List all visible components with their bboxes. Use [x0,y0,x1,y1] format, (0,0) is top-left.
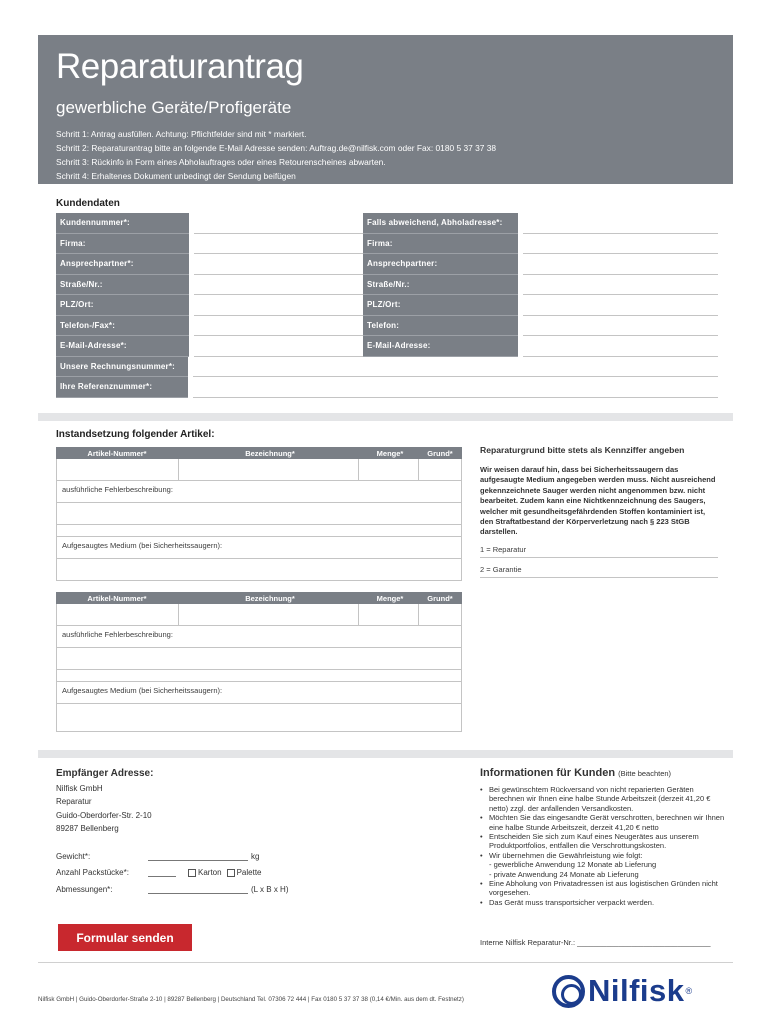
packstuecke-label: Anzahl Packstücke*: [56,868,129,877]
label-abholadresse: Falls abweichend, Abholadresse*: [363,213,518,234]
karton-label: Karton [198,868,222,877]
input-email[interactable] [194,336,363,357]
artikel-header [56,592,462,604]
label-firma-abholung: Firma: [363,234,518,255]
empfaenger-line: Nilfisk GmbH [56,783,103,793]
input-ansprechpartner[interactable] [194,254,363,275]
formular-senden-button[interactable]: Formular senden [58,924,192,951]
page-title: Reparaturantrag [56,47,304,86]
label-referenznummer: Ihre Referenznummer*: [56,377,188,398]
step-2: Schritt 2: Reparaturantrag bitte an folgende E-Mail Adresse senden: Auftrag.de@nilfisk.com oder Fax: 0180 5 37 37 38 [56,143,497,153]
kd-row [56,295,718,316]
info-subitem: - gewerbliche Anwendung 12 Monate ab Lieferung [489,860,657,870]
gewicht-label: Gewicht*: [56,852,91,861]
kd-row [56,275,718,296]
input-telefon-abholung[interactable] [523,316,718,337]
input-artikel-nummer[interactable] [56,604,178,626]
info-note: (Bitte beachten) [618,769,672,778]
medium-label: Aufgesaugtes Medium (bei Sicherheitssaugern): [56,537,462,559]
label-ansprechpartner: Ansprechpartner*: [56,254,189,275]
medium-input[interactable] [56,704,462,732]
input-plz-ort-abholung[interactable] [523,295,718,316]
empfaenger-line: Guido-Oberdorfer-Str. 2-10 [56,810,152,820]
input-plz-ort[interactable] [194,295,363,316]
info-subitem: - private Anwendung 24 Monate ab Lieferung [489,869,639,879]
step-3: Schritt 3: Rückinfo in Form eines Abholauftrages oder eines Retourenscheines abwarten. [56,157,386,167]
label-strasse: Straße/Nr.: [56,275,189,296]
col-grund: Grund* [427,448,453,458]
kd-row [56,316,718,337]
label-telefon-abholung: Telefon: [363,316,518,337]
kundendaten-title: Kundendaten [56,198,120,209]
abmessungen-input[interactable] [148,885,248,894]
label-email: E-Mail-Adresse*: [56,336,189,357]
col-artikel-nummer: Artikel-Nummer* [87,593,147,603]
input-email-abholung[interactable] [523,336,718,357]
col-bezeichnung: Bezeichnung* [245,593,295,603]
nilfisk-logo [552,973,692,1009]
page-subtitle: gewerbliche Geräte/Profigeräte [56,98,292,117]
col-artikel-nummer: Artikel-Nummer* [87,448,147,458]
info-list [480,785,728,907]
kd-row [56,357,718,378]
logo-text: Nilfisk [588,973,685,1008]
info-item: • Wir übernehmen die Gewährleistung wie folgt: [480,851,728,860]
fehlerbeschreibung-label: ausführliche Fehlerbeschreibung: [56,481,462,503]
kd-row [56,254,718,275]
kd-row [56,377,718,398]
label-telefon-fax: Telefon-/Fax*: [56,316,189,337]
empfaenger-line: Reparatur [56,797,92,806]
header-banner [38,35,733,184]
label-email-abholung: E-Mail-Adresse: [363,336,518,357]
artikel-block-2 [56,592,462,732]
abmessungen-row [56,885,288,894]
input-abholadresse[interactable] [523,213,718,234]
input-grund[interactable] [418,604,462,626]
kundeninformationen [480,767,728,907]
input-firma[interactable] [194,234,363,255]
interne-reparatur-nr: Interne Nilfisk Reparatur-Nr.: ________________________________ [480,938,711,947]
packstuecke-input[interactable] [148,868,176,877]
medium-label: Aufgesaugtes Medium (bei Sicherheitssaugern): [56,682,462,704]
step-4: Schritt 4: Erhaltenes Dokument unbedingt der Sendung beifügen [56,171,296,181]
info-item: • Entscheiden Sie sich zum Kauf eines Neugerätes aus unserem Produktportfolios, entfallen die Verschrottungskosten. [480,832,728,851]
palette-checkbox[interactable] [227,869,235,877]
abmessungen-label: Abmessungen*: [56,885,113,894]
input-strasse-abholung[interactable] [523,275,718,296]
input-artikel-nummer[interactable] [56,459,178,481]
abmessungen-unit: (L x B x H) [251,885,289,894]
instruction-steps [56,127,715,183]
reparaturgrund-title: Reparaturgrund bitte stets als Kennziffer angeben [480,445,685,455]
label-strasse-abholung: Straße/Nr.: [363,275,518,296]
karton-checkbox[interactable] [188,869,196,877]
nilfisk-logo-icon [552,975,585,1008]
label-plz-ort: PLZ/Ort: [56,295,189,316]
kundendaten-form [56,213,718,398]
empfaenger-line: 89287 Bellenberg [56,824,119,833]
option-reparatur: 1 = Reparatur [480,545,718,558]
section-divider [38,413,733,421]
input-telefon-fax[interactable] [194,316,363,337]
col-bezeichnung: Bezeichnung* [245,448,295,458]
kd-row [56,213,718,234]
section-divider [38,750,733,758]
label-firma: Firma: [56,234,189,255]
info-item: • Das Gerät muss transportsicher verpackt werden. [480,898,728,907]
input-bezeichnung[interactable] [178,459,358,481]
input-bezeichnung[interactable] [178,604,358,626]
logo-registered: ® [685,986,693,996]
label-ansprechpartner-abholung: Ansprechpartner: [363,254,518,275]
step-1: Schritt 1: Antrag ausfüllen. Achtung: Pflichtfelder sind mit * markiert. [56,129,307,139]
artikel-header [56,447,462,459]
label-rechnungsnummer: Unsere Rechnungsnummer*: [56,357,188,378]
input-rechnungsnummer[interactable] [193,357,718,378]
artikel-input-row [56,459,462,481]
label-kundennummer: Kundennummer*: [56,213,189,234]
option-garantie: 2 = Garantie [480,565,718,578]
fehlerbeschreibung-input[interactable] [56,525,462,537]
empfaenger-title: Empfänger Adresse: [56,768,154,779]
input-menge[interactable] [358,604,418,626]
gewicht-unit: kg [251,852,260,861]
input-kundennummer[interactable] [194,213,363,234]
col-grund: Grund* [427,593,453,603]
fehlerbeschreibung-input[interactable] [56,670,462,682]
input-menge[interactable] [358,459,418,481]
artikel-input-row [56,604,462,626]
footer-address: Nilfisk GmbH | Guido-Oberdorfer-Straße 2-10 | 89287 Bellenberg | Deutschland Tel. 07306 72 444 | Fax 0180 5 37 37 38 (0,14 €/Min. aus dem dt. Festnetz) [38,996,464,1003]
footer-divider [38,962,733,963]
artikel-title: Instandsetzung folgender Artikel: [56,429,215,440]
col-menge: Menge* [376,593,404,603]
fehlerbeschreibung-input[interactable] [56,503,462,525]
info-item: • Möchten Sie das eingesandte Gerät verschrotten, berechnen wir Ihnen eine halbe Stunde Arbeitszeit, derzeit 41,20 € netto [480,813,728,832]
kd-row [56,234,718,255]
fehlerbeschreibung-label: ausführliche Fehlerbeschreibung: [56,626,462,648]
input-referenznummer[interactable] [193,377,718,398]
info-item: • Bei gewünschtem Rückversand von nicht reparierten Geräten berechnen wir Ihnen eine halbe Stunde Arbeitszeit (derzeit 41,20 € netto) zzgl. der anfallenden Versandkosten. [480,785,728,813]
col-menge: Menge* [376,448,404,458]
packstuecke-row [56,868,261,877]
info-item: • Eine Abholung von Privatadressen ist aus logistischen Gründen nicht vorgesehen. [480,879,728,898]
artikel-block-1 [56,447,462,581]
gewicht-row [56,852,259,861]
label-plz-ort-abholung: PLZ/Ort: [363,295,518,316]
input-ansprechpartner-abholung[interactable] [523,254,718,275]
reparaturgrund-panel [480,445,720,578]
medium-input[interactable] [56,559,462,581]
input-firma-abholung[interactable] [523,234,718,255]
kd-row [56,336,718,357]
info-title-text: Informationen für Kunden [480,767,616,779]
info-title [480,767,728,779]
input-grund[interactable] [418,459,462,481]
reparaturgrund-text: Wir weisen darauf hin, dass bei Sicherheitssaugern das aufgesaugte Medium angegeben werden muss. Nicht ausreichend gekennzeichnete Sauger werden nicht angenommen bzw. nicht bearbeitet. Zudem kann eine Nichtkennzeichnung des Saugers, welcher mit gesundheitsgefährdenden Stoffen kontaminiert ist, den Straftatbestand der Körperverletzung nach § 223 StGB darstellen. [480,465,716,537]
palette-label: Palette [236,868,262,877]
gewicht-input[interactable] [148,852,248,861]
empfaenger-adresse [56,767,153,836]
input-strasse[interactable] [194,275,363,296]
fehlerbeschreibung-input[interactable] [56,648,462,670]
